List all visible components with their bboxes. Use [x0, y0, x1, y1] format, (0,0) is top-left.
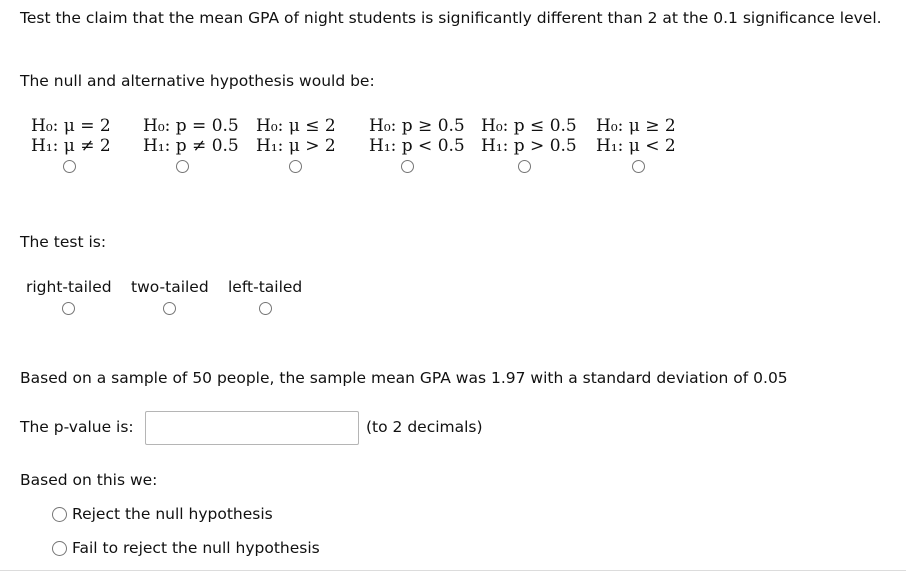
left-tailed-radio[interactable]	[259, 302, 272, 315]
null-hypothesis-5: H₀: p ≤ 0.5	[481, 116, 577, 136]
hypothesis-radio-2[interactable]	[176, 160, 189, 173]
hypothesis-radio-5[interactable]	[518, 160, 531, 173]
null-hypothesis-4: H₀: p ≥ 0.5	[369, 116, 465, 136]
test-type-label: The test is:	[20, 233, 107, 251]
alt-hypothesis-5: H₁: p > 0.5	[481, 136, 577, 156]
hypothesis-intro: The null and alternative hypothesis would be:	[20, 72, 375, 90]
alt-hypothesis-1: H₁: μ ≠ 2	[31, 136, 111, 156]
reject-label: Reject the null hypothesis	[72, 505, 273, 523]
conclusion-label: Based on this we:	[20, 471, 158, 489]
left-tailed-label: left-tailed	[228, 278, 303, 296]
question-text: Test the claim that the mean GPA of night students is significantly different than 2 at the 0.1 significance level.	[20, 9, 882, 27]
null-hypothesis-1: H₀: μ = 2	[31, 116, 111, 136]
fail-to-reject-radio[interactable]	[52, 541, 67, 556]
hypothesis-radio-1[interactable]	[63, 160, 76, 173]
test-option-right-tailed[interactable]	[26, 277, 112, 315]
hypothesis-option-3[interactable]	[256, 116, 336, 173]
null-hypothesis-2: H₀: p = 0.5	[143, 116, 239, 136]
conclusion-option-reject[interactable]	[52, 504, 273, 524]
alt-hypothesis-6: H₁: μ < 2	[596, 136, 676, 156]
bottom-divider	[0, 570, 906, 571]
alt-hypothesis-2: H₁: p ≠ 0.5	[143, 136, 239, 156]
sample-description: Based on a sample of 50 people, the sample mean GPA was 1.97 with a standard deviation of 0.05	[20, 369, 788, 387]
pvalue-hint: (to 2 decimals)	[366, 418, 483, 436]
two-tailed-label: two-tailed	[131, 278, 209, 296]
hypothesis-option-5[interactable]	[481, 116, 577, 173]
test-option-left-tailed[interactable]	[228, 277, 302, 315]
null-hypothesis-6: H₀: μ ≥ 2	[596, 116, 676, 136]
two-tailed-radio[interactable]	[163, 302, 176, 315]
fail-to-reject-label: Fail to reject the null hypothesis	[72, 539, 320, 557]
hypothesis-option-6[interactable]	[596, 116, 676, 173]
null-hypothesis-3: H₀: μ ≤ 2	[256, 116, 336, 136]
alt-hypothesis-3: H₁: μ > 2	[256, 136, 336, 156]
right-tailed-label: right-tailed	[26, 278, 112, 296]
hypothesis-radio-4[interactable]	[401, 160, 414, 173]
conclusion-option-fail-to-reject[interactable]	[52, 538, 320, 558]
hypothesis-option-1[interactable]	[31, 116, 111, 173]
alt-hypothesis-4: H₁: p < 0.5	[369, 136, 465, 156]
pvalue-input[interactable]	[145, 411, 359, 445]
hypothesis-radio-3[interactable]	[289, 160, 302, 173]
hypothesis-radio-6[interactable]	[632, 160, 645, 173]
right-tailed-radio[interactable]	[62, 302, 75, 315]
test-option-two-tailed[interactable]	[131, 277, 209, 315]
hypothesis-option-2[interactable]	[143, 116, 239, 173]
pvalue-label: The p-value is:	[20, 418, 134, 436]
hypothesis-option-4[interactable]	[369, 116, 465, 173]
reject-radio[interactable]	[52, 507, 67, 522]
